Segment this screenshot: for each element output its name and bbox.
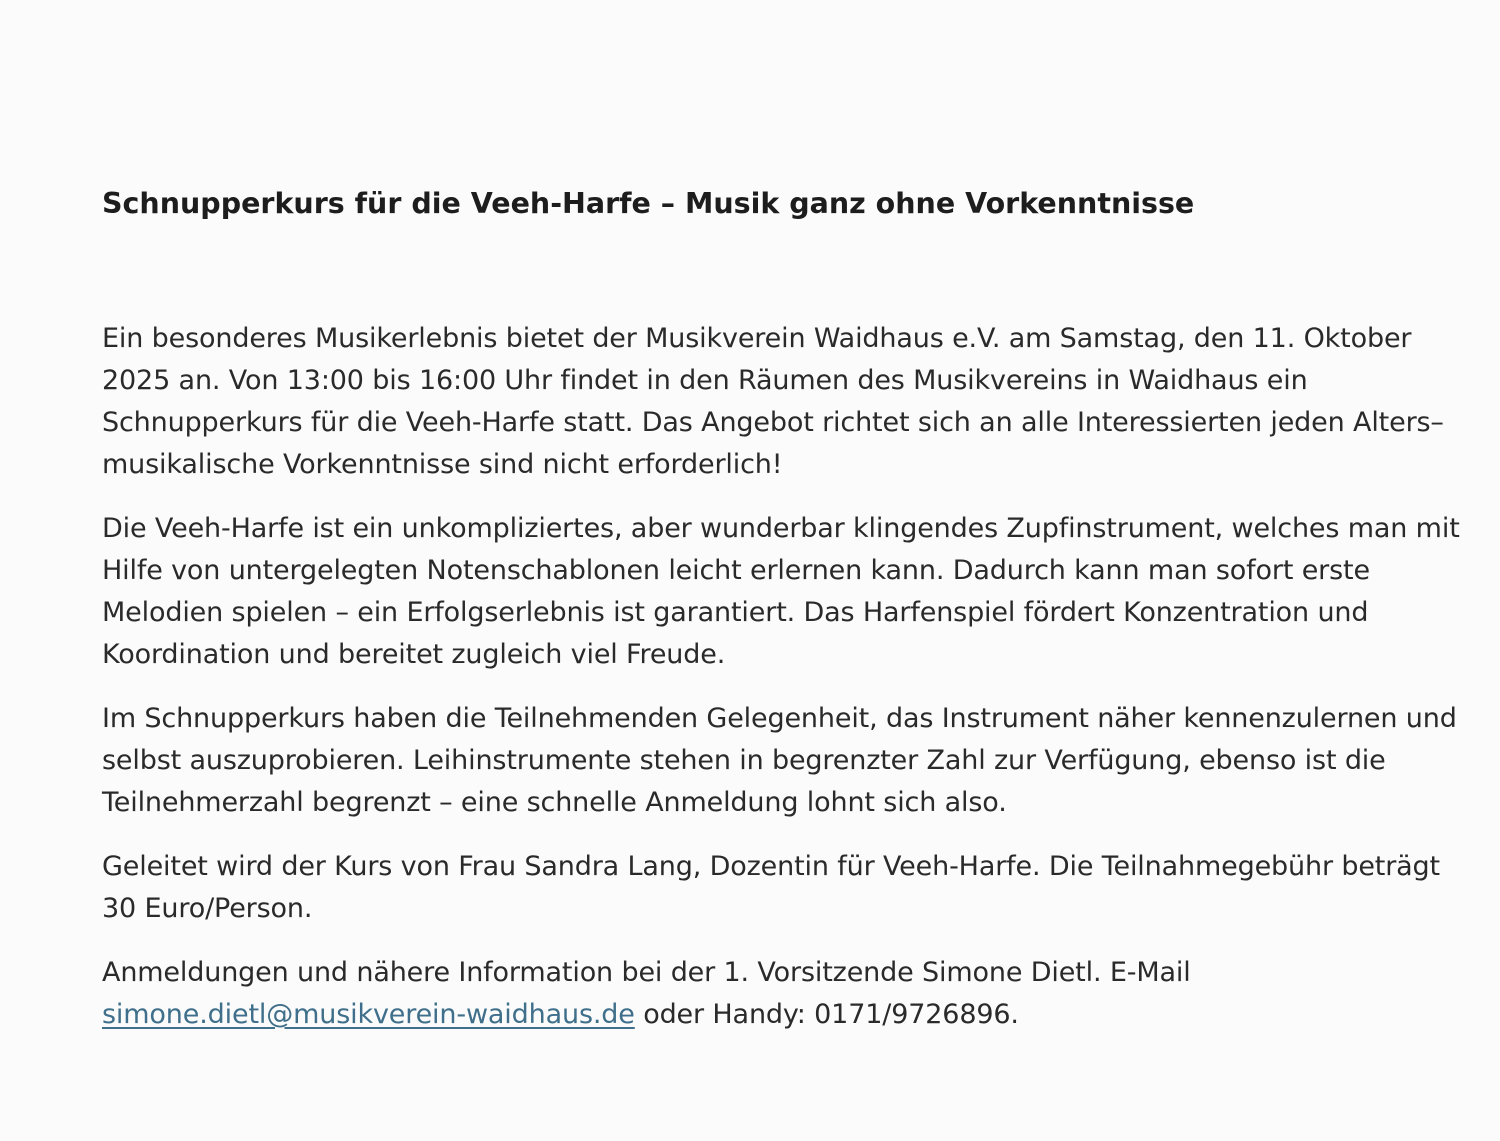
article bbox=[102, 184, 1462, 1058]
contact-prefix: Anmeldungen und nähere Information bei der 1. Vorsitzende Simone Dietl. E-Mail bbox=[102, 957, 1191, 988]
paragraph-contact bbox=[102, 952, 1462, 1036]
article-title: Schnupperkurs für die Veeh-Harfe – Musik ganz ohne Vorkenntnisse bbox=[102, 187, 1195, 220]
paragraph-course-details: Im Schnupperkurs haben die Teilnehmenden Gelegenheit, das Instrument näher kennenzulernen und selbst auszuprobieren. Leihinstrumente stehen in begrenzter Zahl zur Verfügung, ebenso ist die Teilnehmerzahl begrenzt – eine schnelle Anmeldung lohnt sich also. bbox=[102, 703, 1457, 818]
article-body bbox=[102, 318, 1462, 1036]
contact-suffix: oder Handy: 0171/9726896. bbox=[634, 999, 1019, 1030]
paragraph-event-intro: Ein besonderes Musikerlebnis bietet der Musikverein Waidhaus e.V. am Samstag, den 11. Oktober 2025 an. Von 13:00 bis 16:00 Uhr findet in den Räumen des Musikvereins in Waidhaus ein Schnupperkurs für die Veeh-Harfe statt. Das Angebot richtet sich an alle Interessierten jeden Alters– musikalische Vorkenntnisse sind nicht erforderlich! bbox=[102, 323, 1444, 480]
paragraph-instructor-fee: Geleitet wird der Kurs von Frau Sandra Lang, Dozentin für Veeh-Harfe. Die Teilnahmegebühr beträgt 30 Euro/Person. bbox=[102, 851, 1440, 924]
paragraph-instrument-description: Die Veeh-Harfe ist ein unkompliziertes, aber wunderbar klingendes Zupfinstrument, welches man mit Hilfe von untergelegten Notenschablonen leicht erlernen kann. Dadurch kann man sofort erste Melodien spielen – ein Erfolgserlebnis ist garantiert. Das Harfenspiel fördert Konzentration und Koordination und bereitet zugleich viel Freude. bbox=[102, 513, 1460, 670]
email-link[interactable]: simone.dietl@musikverein-waidhaus.de bbox=[102, 999, 635, 1030]
